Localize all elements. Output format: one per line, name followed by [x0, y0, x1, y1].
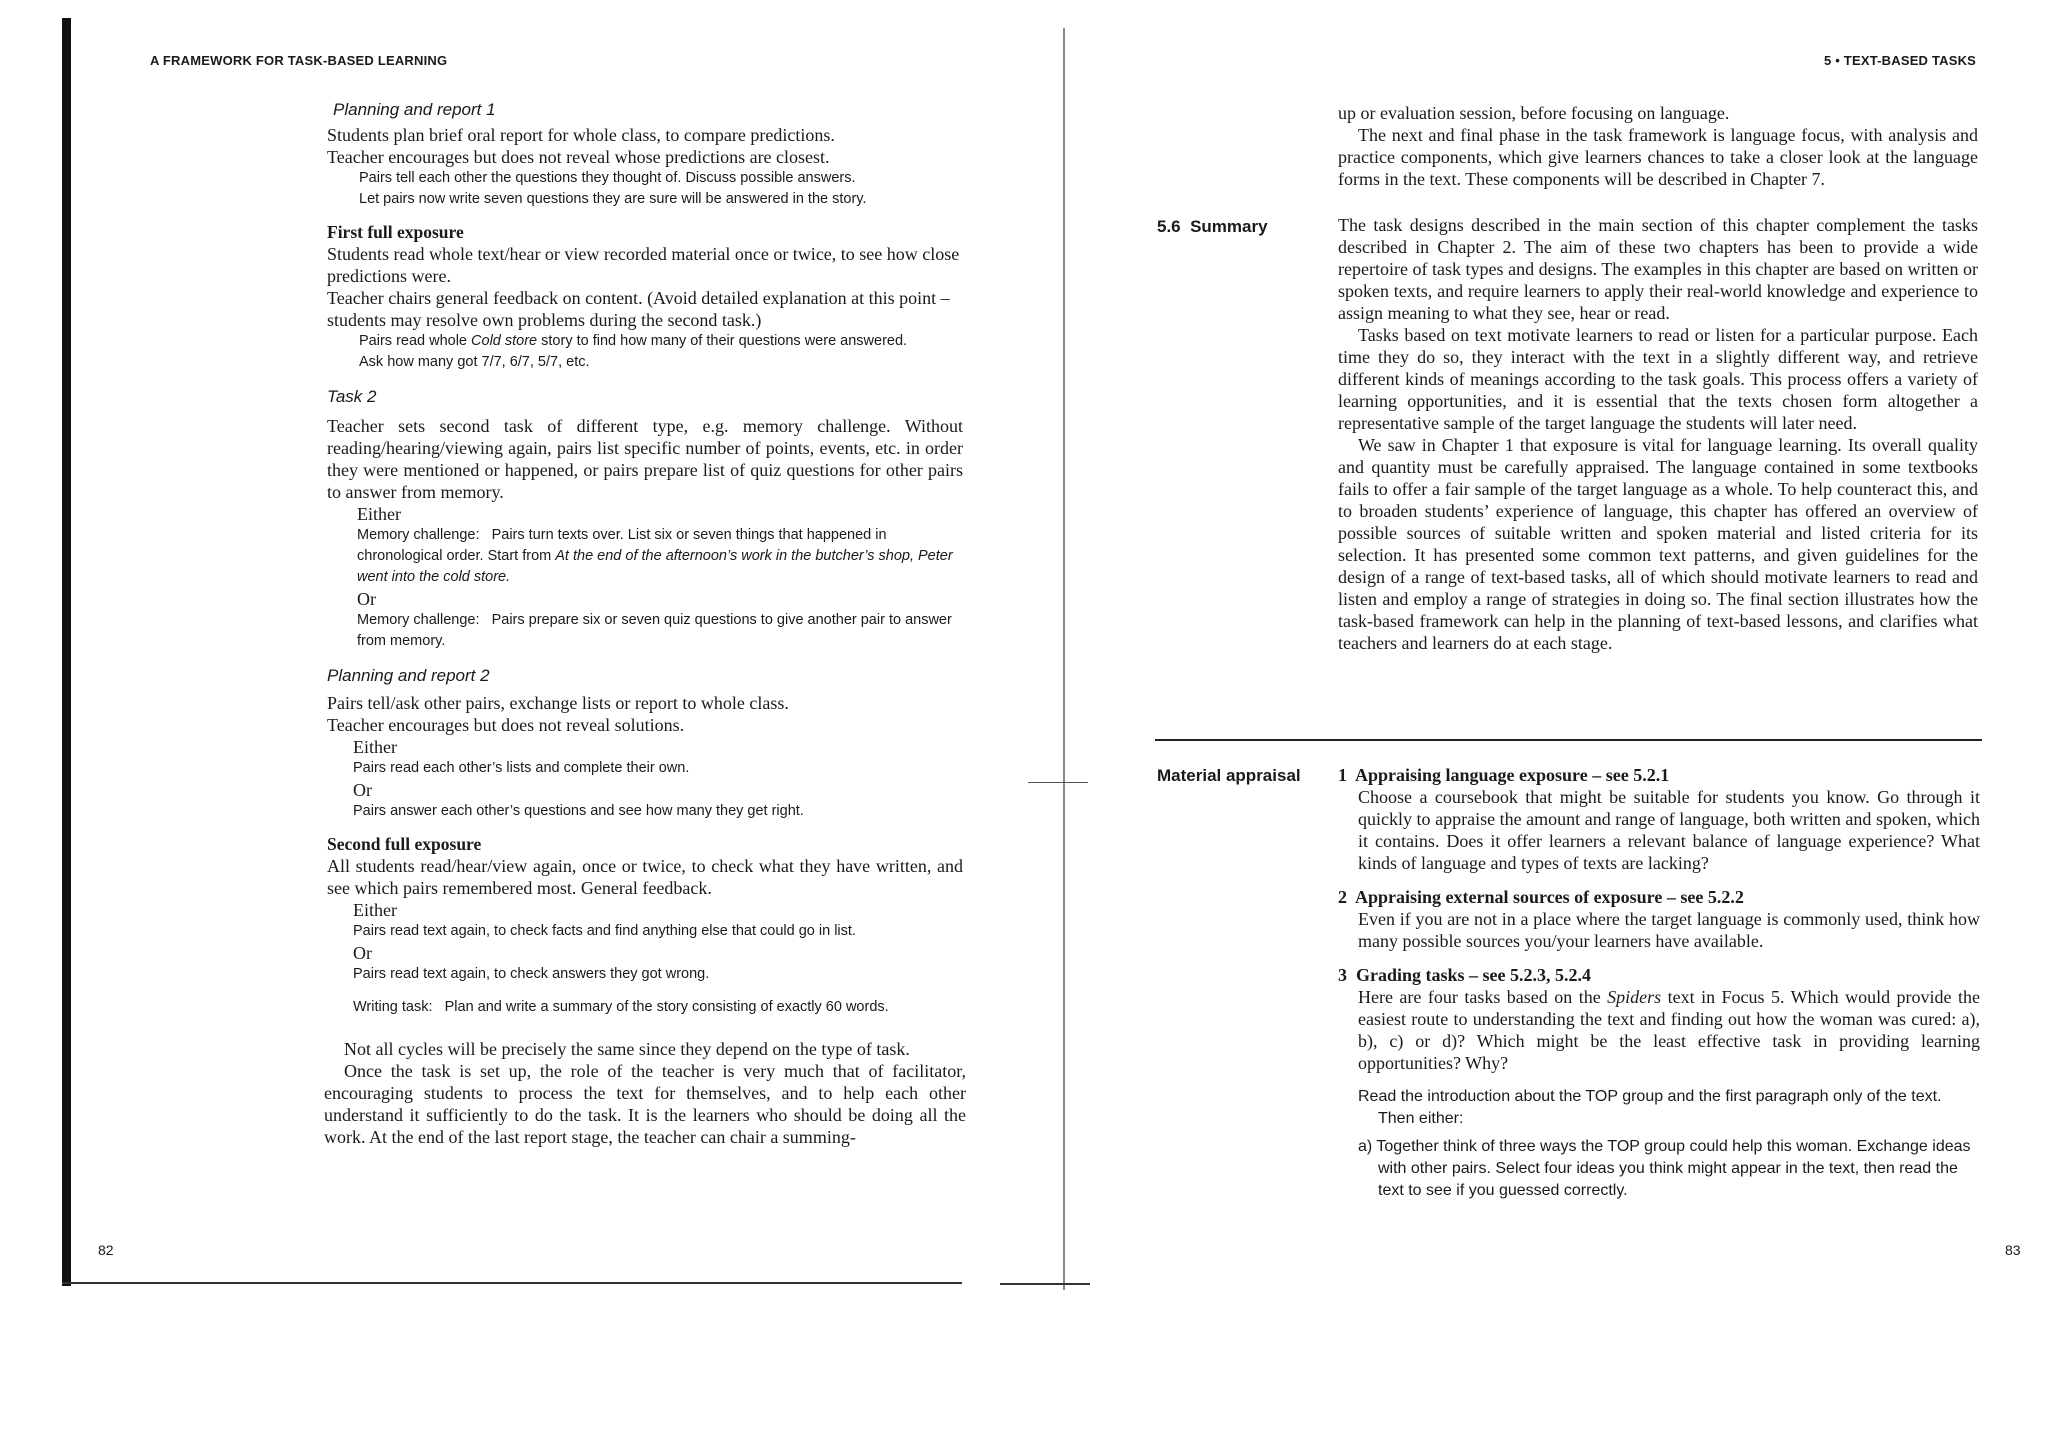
planning2-text	[327, 692, 967, 758]
gutter-dash	[1028, 782, 1088, 783]
task2-text: Teacher sets second task of different type, e.g. memory challenge. Without reading/hearing/viewing again, pairs list specific number of points, events, etc. in order they were mentioned or happened, or pairs prepare list of quiz questions for other pairs to answer from memory.	[327, 416, 963, 502]
exposure1-text2: Teacher chairs general feedback on content. (Avoid detailed explanation at this point – students may resolve own problems during the second task.)	[327, 288, 950, 330]
right-intro	[1338, 102, 1978, 190]
appraisal-heading: Material appraisal	[1157, 766, 1301, 785]
story-title: Cold store	[471, 333, 538, 349]
memory-quote: At the end of the afternoon’s work in the butcher’s shop, Peter went into the cold store.	[357, 548, 953, 585]
example-line: Pairs tell each other the questions they thought of. Discuss possible answers.	[359, 170, 856, 186]
left-bottom-edge	[62, 1282, 962, 1284]
appraisal-item-head: 2 Appraising external sources of exposure – see 5.2.2	[1338, 887, 1744, 907]
task2-heading: Task 2	[327, 387, 377, 406]
read-intro: Read the introduction about the TOP group and the first paragraph only of the text. Then either:	[1358, 1088, 1942, 1127]
exposure2-text: All students read/hear/view again, once or twice, to check what they have written, and see which pairs remembered most. General feedback.	[327, 856, 963, 898]
example-line	[359, 331, 967, 352]
summary-text	[1338, 214, 1978, 654]
summary-para: Tasks based on text motivate learners to read or listen for a particular purpose. Each time they do so, they interact with the text in a slightly different way, and retrieve different kinds of meanings according to the task goals. This process offers a variety of learning opportunities, and it is essential that the texts chosen form altogether a representative sample of the target language the students will later need.	[1338, 325, 1978, 433]
example-line: Ask how many got 7/7, 6/7, 5/7, etc.	[359, 354, 590, 370]
task2-or: Or	[357, 589, 376, 609]
writing-task-text: Plan and write a summary of the story consisting of exactly 60 words.	[444, 999, 889, 1015]
appraisal-item-text: Even if you are not in a place where the target language is commonly used, think how many possible sources you/your learners have available.	[1358, 909, 1980, 951]
planning2-line: Teacher encourages but does not reveal solutions.	[327, 715, 685, 735]
closing-para: Once the task is set up, the role of the teacher is very much that of facilitator, encouraging students to process the text for themselves, and to help each other understand it sufficiently to do the task. It is the learners who should be doing all the work. At the end of the last report stage, the teacher can chair a summing-	[324, 1061, 966, 1147]
memory-text: Pairs prepare six or seven quiz questions to give another pair to answer from memory.	[357, 612, 952, 649]
example-text: Pairs read whole	[359, 333, 472, 349]
right-running-head: 5 • TEXT-BASED TASKS	[1824, 53, 1977, 68]
exposure1-heading: First full exposure	[327, 222, 464, 242]
left-page-number: 82	[98, 1242, 114, 1258]
planning2-ex1: Pairs read each other’s lists and complete their own.	[353, 760, 690, 776]
summary-para: The task designs described in the main section of this chapter complement the tasks described in Chapter 2. The aim of these two chapters has been to provide a wide repertoire of task types and designs. The examples in this chapter are based on written or spoken texts, and require learners to apply their real-world knowledge and experience to assign meaning to what they see, hear or read.	[1338, 215, 1978, 323]
example-line: Let pairs now write seven questions they are sure will be answered in the story.	[359, 191, 867, 207]
memory-challenge-1	[357, 525, 967, 588]
appraisal-item-head: 3 Grading tasks – see 5.2.3, 5.2.4	[1338, 965, 1592, 985]
appraisal-item-head: 1 Appraising language exposure – see 5.2.1	[1338, 765, 1670, 785]
summary-para: We saw in Chapter 1 that exposure is vital for language learning. Its overall quality and quantity must be carefully appraised. The language contained in some textbooks fails to offer a fair sample of the target language as a whole. To help counteract this, and to broaden students’ experience of language, this chapter has offered an overview of possible sources of suitable written and spoken material and listed criteria for its selection. It has presented some common text patterns, and given guidelines for the design of a range of text-based tasks, all of which should motivate learners to read and listen and employ a range of strategies in doing so. The final section illustrates how the task-based framework can help in the planning of text-based lessons, and clarifies what teachers and learners do at each stage.	[1338, 435, 1978, 653]
task2-memory-1	[357, 525, 967, 588]
appraisal-content	[1338, 764, 1980, 1202]
planning1-heading: Planning and report 1	[333, 100, 496, 119]
planning2-line: Pairs tell/ask other pairs, exchange lists or report to whole class.	[327, 693, 789, 713]
planning1-line: Teacher encourages but does not reveal whose predictions are closest.	[327, 147, 830, 167]
right-page-number: 83	[2005, 1242, 2021, 1258]
writing-task-label: Writing task:	[353, 999, 433, 1015]
memory-text: Pairs turn texts over. List six or seven things that happened in chronological order. Start from	[357, 527, 887, 564]
planning2-ex2: Pairs answer each other’s questions and see how many they get right.	[353, 803, 804, 819]
exposure2-or: Or	[353, 943, 372, 963]
option-a: a) Together think of three ways the TOP group could help this woman. Exchange ideas with other pairs. Select four ideas you think might appear in the text, then read the text to see if you guessed correctly.	[1358, 1138, 1971, 1199]
exposure1-examples	[359, 331, 967, 373]
planning1-text	[327, 124, 967, 168]
exposure2-ex2: Pairs read text again, to check answers they got wrong.	[353, 966, 710, 982]
intro-line: up or evaluation session, before focusing on language.	[1338, 103, 1730, 123]
either-label: Either	[353, 737, 397, 757]
appraisal-tasks	[1358, 1086, 1980, 1202]
planning1-examples	[359, 168, 967, 210]
task2-either: Either	[357, 504, 401, 524]
left-running-head: A FRAMEWORK FOR TASK-BASED LEARNING	[150, 53, 448, 68]
summary-heading: 5.6 Summary	[1157, 217, 1268, 236]
closing-para: Not all cycles will be precisely the same since they depend on the type of task.	[344, 1039, 910, 1059]
closing-text	[324, 1038, 966, 1148]
left-page-content	[324, 100, 967, 1148]
right-bottom-edge	[1000, 1283, 1090, 1285]
summary-rule	[1155, 739, 1982, 741]
memory-label: Memory challenge:	[357, 527, 480, 543]
gutter-line	[1063, 28, 1065, 1290]
planning1-line: Students plan brief oral report for whole class, to compare predictions.	[327, 125, 835, 145]
intro-para: The next and final phase in the task framework is language focus, with analysis and practice components, which give learners chances to take a closer look at the language forms in the text. These components will be described in Chapter 7.	[1338, 125, 1978, 189]
item3-title: Spiders	[1607, 987, 1662, 1007]
task2-memory-2	[357, 610, 967, 652]
appraisal-item-text	[1358, 986, 1980, 1074]
exposure2-either: Either	[353, 900, 397, 920]
writing-task	[353, 997, 967, 1018]
planning2-heading: Planning and report 2	[327, 666, 490, 685]
item3-text: text in Focus 5. Which would provide the easiest route to understanding the text and finding out how the woman was cured: a), b), c) or d)? Which might be the least effective task in providing learning opportunities? Why?	[1358, 987, 1980, 1073]
memory-challenge-2	[357, 610, 967, 652]
left-binding-edge	[62, 18, 71, 1286]
exposure2-heading: Second full exposure	[327, 834, 482, 854]
memory-label: Memory challenge:	[357, 612, 480, 628]
item3-text: Here are four tasks based on the	[1358, 987, 1608, 1007]
exposure1-text	[327, 243, 967, 331]
planning2-or: Or	[353, 780, 372, 800]
exposure1-text1: Students read whole text/hear or view recorded material once or twice, to see how close predictions were.	[327, 244, 960, 286]
example-text: story to find how many of their questions were answered.	[537, 333, 908, 349]
exposure2-ex1: Pairs read text again, to check facts and find anything else that could go in list.	[353, 923, 856, 939]
appraisal-item-text: Choose a coursebook that might be suitable for students you know. Go through it quickly to appraise the amount and range of language, both written and spoken, which it contains. Does it offer learners a relevant balance of language experience? What kinds of language and types of texts are lacking?	[1358, 787, 1980, 873]
